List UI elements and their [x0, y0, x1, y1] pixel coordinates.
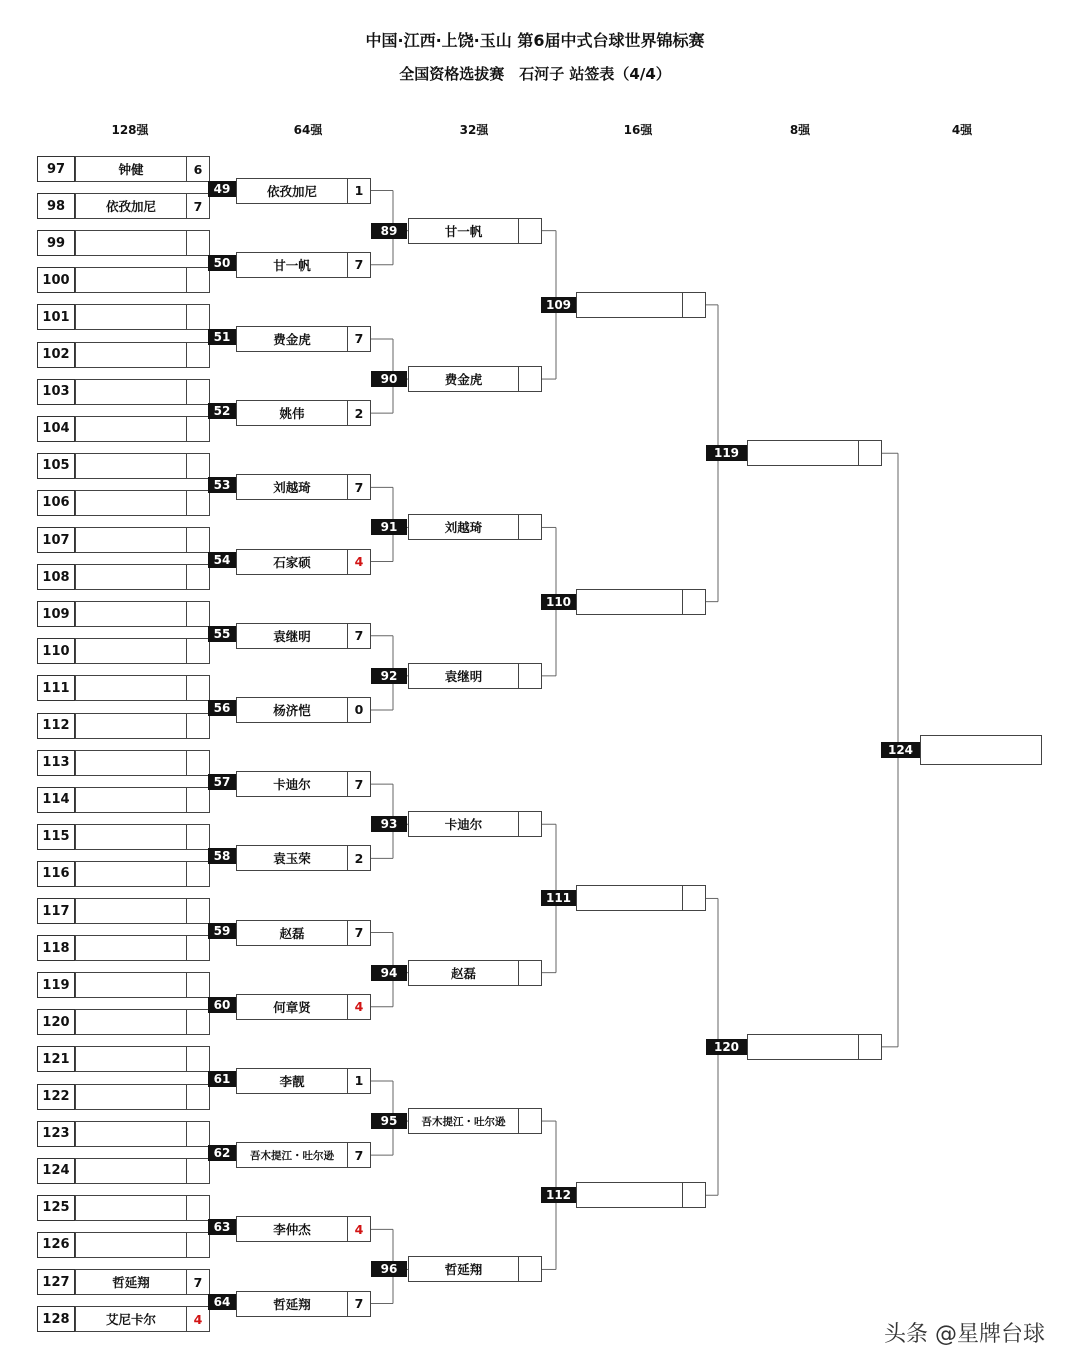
player-name: 李仲杰 [273, 1222, 311, 1238]
player-name: 吾木提江・吐尔逊 [250, 1149, 334, 1162]
match-number: 90 [371, 371, 407, 387]
player-slot-128[interactable] [75, 787, 210, 813]
player-slot-128[interactable] [75, 564, 210, 590]
seed-number: 104 [37, 416, 75, 442]
player-slot-128[interactable] [75, 1121, 210, 1147]
player-slot-32[interactable] [408, 811, 542, 837]
player-score [518, 961, 541, 985]
match-number: 56 [208, 700, 236, 716]
player-slot-64[interactable] [236, 1291, 371, 1317]
player-slot-128[interactable] [75, 1195, 210, 1221]
player-slot-4[interactable] [920, 735, 1042, 765]
player-name [76, 639, 186, 663]
player-score [682, 1183, 705, 1207]
player-score: 0 [347, 698, 370, 722]
player-score [186, 305, 209, 329]
player-name [76, 1233, 186, 1257]
player-score [186, 936, 209, 960]
player-name: 甘一帆 [273, 257, 311, 273]
player-score [186, 565, 209, 589]
player-slot-128[interactable] [75, 453, 210, 479]
player-slot-32[interactable] [408, 663, 542, 689]
player-slot-128[interactable] [75, 638, 210, 664]
player-name: 钟健 [118, 162, 144, 177]
match-number: 52 [208, 403, 236, 419]
match-number: 112 [541, 1187, 576, 1203]
player-name [577, 293, 682, 317]
player-name: 姚伟 [279, 406, 305, 422]
seed-number: 100 [37, 267, 75, 293]
player-score: 4 [186, 1307, 209, 1331]
player-name [921, 736, 1041, 764]
player-name [577, 590, 682, 614]
player-slot-64[interactable] [236, 771, 371, 797]
match-number: 92 [371, 668, 407, 684]
player-name: 哲延翔 [112, 1275, 150, 1290]
player-name [76, 825, 186, 849]
player-slot-64[interactable] [236, 549, 371, 575]
player-name [76, 1010, 186, 1034]
seed-number: 102 [37, 342, 75, 368]
player-slot-64[interactable] [236, 400, 371, 426]
player-slot-128[interactable] [75, 156, 210, 182]
player-name [76, 936, 186, 960]
player-slot-64[interactable] [236, 1142, 371, 1168]
player-score: 7 [347, 475, 370, 499]
player-score: 6 [186, 157, 209, 181]
player-name: 吾木提江・吐尔逊 [421, 1115, 506, 1128]
player-name [76, 417, 186, 441]
player-slot-128[interactable] [75, 342, 210, 368]
player-score [186, 1159, 209, 1183]
player-score [186, 231, 209, 255]
seed-number: 126 [37, 1232, 75, 1258]
player-name [76, 899, 186, 923]
player-name: 袁继明 [444, 668, 483, 684]
seed-number: 114 [37, 787, 75, 813]
player-slot-64[interactable] [236, 474, 371, 500]
seed-number: 116 [37, 861, 75, 887]
match-number: 91 [371, 519, 407, 535]
player-slot-128[interactable] [75, 1232, 210, 1258]
player-slot-64[interactable] [236, 623, 371, 649]
player-slot-128[interactable] [75, 713, 210, 739]
player-score [186, 1233, 209, 1257]
player-score [858, 441, 881, 465]
player-score [186, 417, 209, 441]
match-number: 94 [371, 965, 407, 981]
player-name [76, 973, 186, 997]
player-name: 杨济恺 [273, 702, 311, 718]
player-name: 哲延翔 [273, 1296, 311, 1312]
seed-number: 124 [37, 1158, 75, 1184]
match-number: 53 [208, 477, 236, 493]
player-score [186, 380, 209, 404]
player-name [76, 1159, 186, 1183]
seed-number: 113 [37, 750, 75, 776]
player-score [186, 343, 209, 367]
player-name: 袁玉荣 [273, 851, 311, 867]
player-score: 7 [347, 1292, 370, 1316]
player-name: 卡迪尔 [273, 777, 311, 793]
player-name: 艾尼卡尔 [105, 1312, 156, 1328]
seed-number: 122 [37, 1084, 75, 1110]
round-label-128: 128强 [111, 123, 149, 137]
seed-number: 120 [37, 1009, 75, 1035]
player-name [76, 676, 186, 700]
player-score: 7 [186, 1270, 209, 1294]
match-number: 89 [371, 223, 407, 239]
match-number: 63 [208, 1219, 236, 1235]
player-score [186, 1085, 209, 1109]
player-score: 2 [347, 846, 370, 870]
seed-number: 99 [37, 230, 75, 256]
player-score [518, 515, 541, 539]
player-slot-8[interactable] [747, 1034, 882, 1060]
seed-number: 115 [37, 824, 75, 850]
match-number: 119 [706, 445, 747, 461]
player-slot-64[interactable] [236, 994, 371, 1020]
player-name [76, 751, 186, 775]
player-name [76, 1196, 186, 1220]
player-slot-32[interactable] [408, 1256, 542, 1282]
player-slot-128[interactable] [75, 193, 210, 219]
seed-number: 105 [37, 453, 75, 479]
player-slot-128[interactable] [75, 1009, 210, 1035]
player-score [518, 1109, 541, 1133]
page-title: 中国·江西·上饶·玉山 第6届中式台球世界锦标赛 [365, 31, 705, 50]
player-slot-128[interactable] [75, 230, 210, 256]
player-slot-32[interactable] [408, 514, 542, 540]
seed-number: 110 [37, 638, 75, 664]
round-label-32: 32强 [459, 123, 489, 137]
round-label-16: 16强 [623, 123, 653, 137]
seed-number: 125 [37, 1195, 75, 1221]
player-slot-32[interactable] [408, 218, 542, 244]
seed-number: 119 [37, 972, 75, 998]
player-score [518, 219, 541, 243]
player-slot-32[interactable] [408, 366, 542, 392]
player-slot-64[interactable] [236, 1068, 371, 1094]
seed-number: 97 [37, 156, 75, 182]
player-name: 石家硕 [273, 554, 311, 570]
player-name: 甘一帆 [444, 223, 483, 239]
match-number: 64 [208, 1294, 236, 1310]
player-name [76, 343, 186, 367]
player-score [682, 886, 705, 910]
player-score [186, 268, 209, 292]
player-score [518, 367, 541, 391]
player-slot-128[interactable] [75, 601, 210, 627]
player-slot-128[interactable] [75, 1306, 210, 1332]
match-number: 109 [541, 297, 576, 313]
player-score [186, 1122, 209, 1146]
match-number: 93 [371, 816, 407, 832]
seed-number: 107 [37, 527, 75, 553]
player-slot-64[interactable] [236, 845, 371, 871]
player-name: 赵磊 [279, 925, 305, 941]
match-number: 60 [208, 997, 236, 1013]
seed-number: 108 [37, 564, 75, 590]
match-number: 51 [208, 329, 236, 345]
match-number: 54 [208, 552, 236, 568]
player-name [76, 1085, 186, 1109]
player-score: 7 [347, 327, 370, 351]
player-slot-16[interactable] [576, 1182, 706, 1208]
player-name: 卡迪尔 [444, 817, 483, 833]
player-slot-128[interactable] [75, 972, 210, 998]
player-slot-128[interactable] [75, 898, 210, 924]
round-label-4: 4强 [951, 123, 973, 137]
player-score [186, 714, 209, 738]
player-name: 费金虎 [444, 372, 483, 388]
match-number: 49 [208, 181, 236, 197]
round-label-64: 64强 [293, 123, 323, 137]
player-name: 李靓 [279, 1073, 305, 1089]
match-number: 124 [881, 742, 920, 758]
player-slot-128[interactable] [75, 675, 210, 701]
match-number: 95 [371, 1113, 407, 1129]
match-number: 57 [208, 774, 236, 790]
match-number: 61 [208, 1071, 236, 1087]
player-slot-128[interactable] [75, 416, 210, 442]
player-score: 7 [347, 624, 370, 648]
player-slot-64[interactable] [236, 326, 371, 352]
seed-number: 101 [37, 304, 75, 330]
player-name: 赵磊 [450, 965, 476, 981]
match-number: 111 [541, 890, 576, 906]
player-slot-16[interactable] [576, 589, 706, 615]
player-name [76, 788, 186, 812]
seed-number: 128 [37, 1306, 75, 1332]
player-score [186, 825, 209, 849]
player-slot-32[interactable] [408, 1108, 542, 1134]
player-slot-128[interactable] [75, 527, 210, 553]
seed-number: 98 [37, 193, 75, 219]
player-score: 7 [186, 194, 209, 218]
seed-number: 103 [37, 379, 75, 405]
player-slot-64[interactable] [236, 920, 371, 946]
match-number: 59 [208, 923, 236, 939]
player-name [76, 231, 186, 255]
player-name [76, 528, 186, 552]
player-slot-64[interactable] [236, 178, 371, 204]
seed-number: 109 [37, 601, 75, 627]
player-name: 刘越琦 [273, 480, 311, 496]
player-slot-128[interactable] [75, 1269, 210, 1295]
player-score [186, 491, 209, 515]
player-slot-64[interactable] [236, 697, 371, 723]
player-slot-128[interactable] [75, 1084, 210, 1110]
watermark: 头条 @星牌台球 [884, 1322, 1045, 1347]
match-number: 110 [541, 594, 576, 610]
player-score: 2 [347, 401, 370, 425]
match-number: 50 [208, 255, 236, 271]
player-score [186, 639, 209, 663]
seed-number: 118 [37, 935, 75, 961]
seed-number: 121 [37, 1046, 75, 1072]
player-score: 7 [347, 921, 370, 945]
player-score [186, 862, 209, 886]
player-slot-128[interactable] [75, 1046, 210, 1072]
player-score: 7 [347, 1143, 370, 1167]
player-slot-128[interactable] [75, 1158, 210, 1184]
round-label-8: 8强 [789, 123, 811, 137]
player-name: 费金虎 [273, 331, 311, 347]
player-name [76, 305, 186, 329]
player-name [748, 1035, 858, 1059]
player-name [76, 862, 186, 886]
player-score [186, 788, 209, 812]
player-name [748, 441, 858, 465]
player-score: 4 [347, 995, 370, 1019]
player-score [186, 676, 209, 700]
player-score [518, 812, 541, 836]
player-score [186, 1010, 209, 1034]
match-number: 55 [208, 626, 236, 642]
player-score: 1 [347, 1069, 370, 1093]
player-score [518, 1257, 541, 1281]
player-name: 哲延翔 [444, 1262, 483, 1278]
player-name [76, 454, 186, 478]
seed-number: 123 [37, 1121, 75, 1147]
player-name [76, 565, 186, 589]
player-slot-128[interactable] [75, 824, 210, 850]
player-slot-32[interactable] [408, 960, 542, 986]
match-number: 58 [208, 848, 236, 864]
player-name [76, 714, 186, 738]
player-name [76, 268, 186, 292]
player-slot-16[interactable] [576, 885, 706, 911]
seed-number: 111 [37, 675, 75, 701]
page-subtitle: 全国资格选拔赛 石河子 站签表（4/4） [399, 65, 671, 83]
player-name: 何章贤 [273, 999, 311, 1015]
seed-number: 117 [37, 898, 75, 924]
player-score [186, 899, 209, 923]
player-slot-128[interactable] [75, 861, 210, 887]
player-score [186, 751, 209, 775]
player-score [186, 454, 209, 478]
player-name [76, 491, 186, 515]
player-slot-128[interactable] [75, 490, 210, 516]
player-name: 刘越琦 [444, 520, 483, 536]
player-score [186, 602, 209, 626]
player-name: 依孜加尼 [266, 183, 317, 199]
player-name [76, 1047, 186, 1071]
player-slot-64[interactable] [236, 252, 371, 278]
player-score: 1 [347, 179, 370, 203]
player-slot-16[interactable] [576, 292, 706, 318]
player-name: 依孜加尼 [105, 199, 156, 215]
match-number: 120 [706, 1039, 747, 1055]
player-score [682, 590, 705, 614]
player-slot-8[interactable] [747, 440, 882, 466]
player-score [682, 293, 705, 317]
player-name [76, 380, 186, 404]
match-number: 96 [371, 1261, 407, 1277]
player-score [858, 1035, 881, 1059]
player-score: 4 [347, 550, 370, 574]
seed-number: 127 [37, 1269, 75, 1295]
player-name [76, 602, 186, 626]
player-score [186, 1047, 209, 1071]
player-score: 7 [347, 253, 370, 277]
player-slot-128[interactable] [75, 750, 210, 776]
match-number: 62 [208, 1145, 236, 1161]
player-score [186, 1196, 209, 1220]
player-score [186, 528, 209, 552]
player-slot-128[interactable] [75, 304, 210, 330]
player-slot-128[interactable] [75, 379, 210, 405]
player-score: 4 [347, 1217, 370, 1241]
player-score [186, 973, 209, 997]
player-score: 7 [347, 772, 370, 796]
player-slot-128[interactable] [75, 267, 210, 293]
player-score [518, 664, 541, 688]
player-name: 袁继明 [273, 628, 311, 644]
player-name [577, 886, 682, 910]
seed-number: 106 [37, 490, 75, 516]
seed-number: 112 [37, 713, 75, 739]
player-name [76, 1122, 186, 1146]
player-slot-128[interactable] [75, 935, 210, 961]
player-name [577, 1183, 682, 1207]
player-slot-64[interactable] [236, 1216, 371, 1242]
